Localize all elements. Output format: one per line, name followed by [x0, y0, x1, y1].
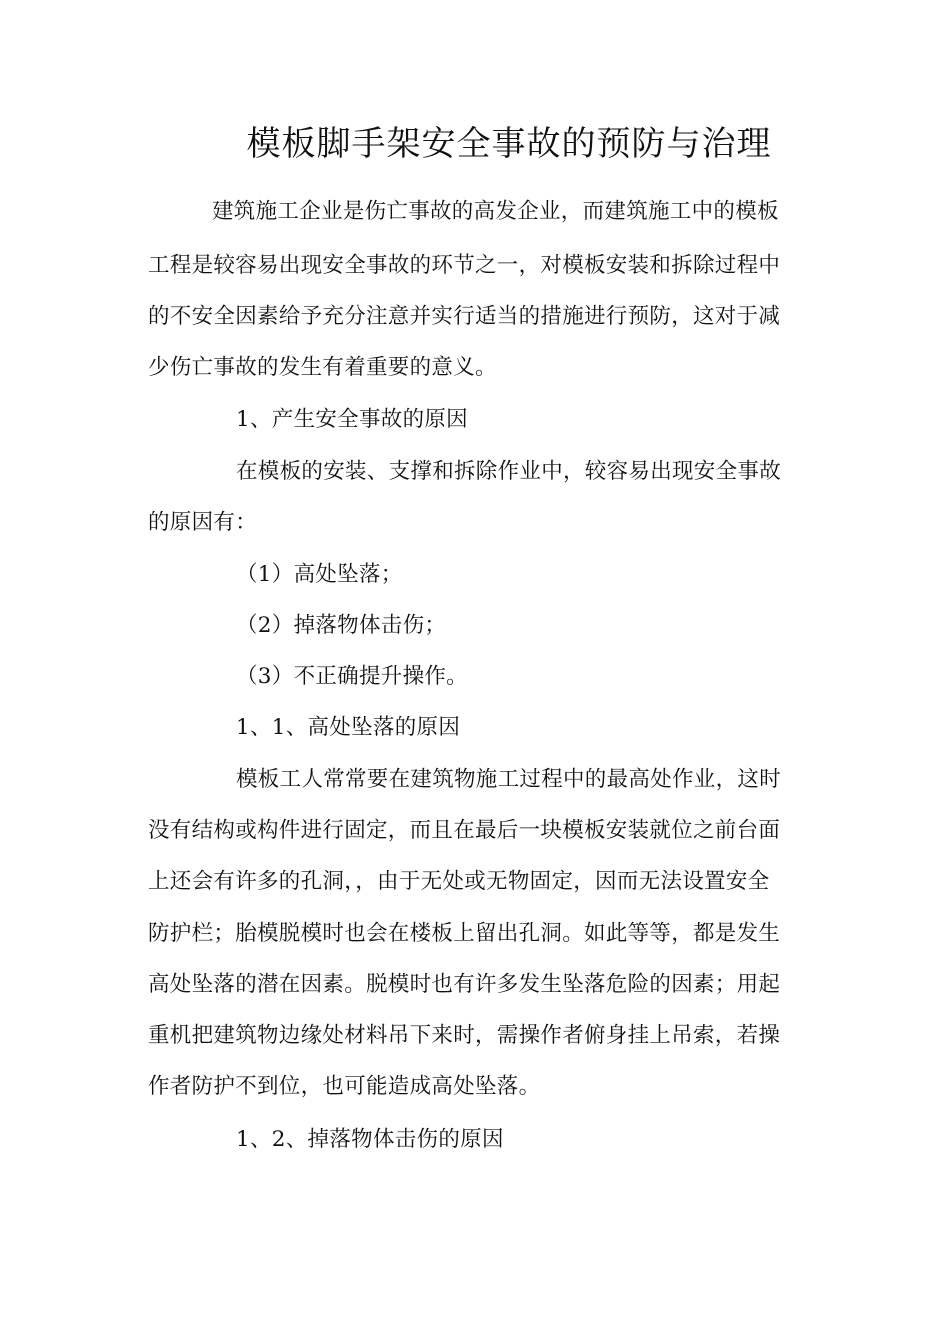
paragraph-line: 模板工人常常要在建筑物施工过程中的最高处作业，这时	[236, 767, 782, 792]
section-heading: 1、2、掉落物体击伤的原因	[236, 1127, 504, 1152]
document-title: 模板脚手架安全事故的预防与治理	[246, 124, 772, 164]
intro-line: 建筑施工企业是伤亡事故的高发企业，而建筑施工中的模板	[212, 199, 779, 224]
paragraph-line: 上还会有许多的孔洞，，由于无处或无物固定，因而无法设置安全	[148, 869, 770, 894]
paragraph-line: 重机把建筑物边缘处材料吊下来时，需操作者俯身挂上吊索，若操	[148, 1023, 781, 1048]
section-heading: 1、产生安全事故的原因	[236, 407, 468, 432]
intro-line: 的不安全因素给予充分注意并实行适当的措施进行预防，这对于减	[148, 304, 781, 329]
list-item: （2）掉落物体击伤；	[236, 613, 447, 638]
section-heading: 1、1、高处坠落的原因	[236, 715, 461, 740]
paragraph-line: 在模板的安装、支撑和拆除作业中，较容易出现安全事故	[236, 459, 782, 484]
intro-line: 少伤亡事故的发生有着重要的意义。	[148, 355, 497, 380]
list-item: （3）不正确提升操作。	[236, 664, 468, 689]
paragraph-line: 作者防护不到位，也可能造成高处坠落。	[148, 1074, 541, 1099]
intro-line: 工程是较容易出现安全事故的环节之一，对模板安装和拆除过程中	[148, 253, 781, 278]
paragraph-line: 的原因有：	[148, 510, 258, 535]
paragraph-line: 高处坠落的潜在因素。脱模时也有许多发生坠落危险的因素；用起	[148, 972, 781, 997]
paragraph-line: 没有结构或构件进行固定，而且在最后一块模板安装就位之前台面	[148, 818, 781, 843]
list-item: （1）高处坠落；	[236, 562, 403, 587]
paragraph-line: 防护栏；胎模脱模时也会在楼板上留出孔洞。如此等等，都是发生	[148, 921, 781, 946]
